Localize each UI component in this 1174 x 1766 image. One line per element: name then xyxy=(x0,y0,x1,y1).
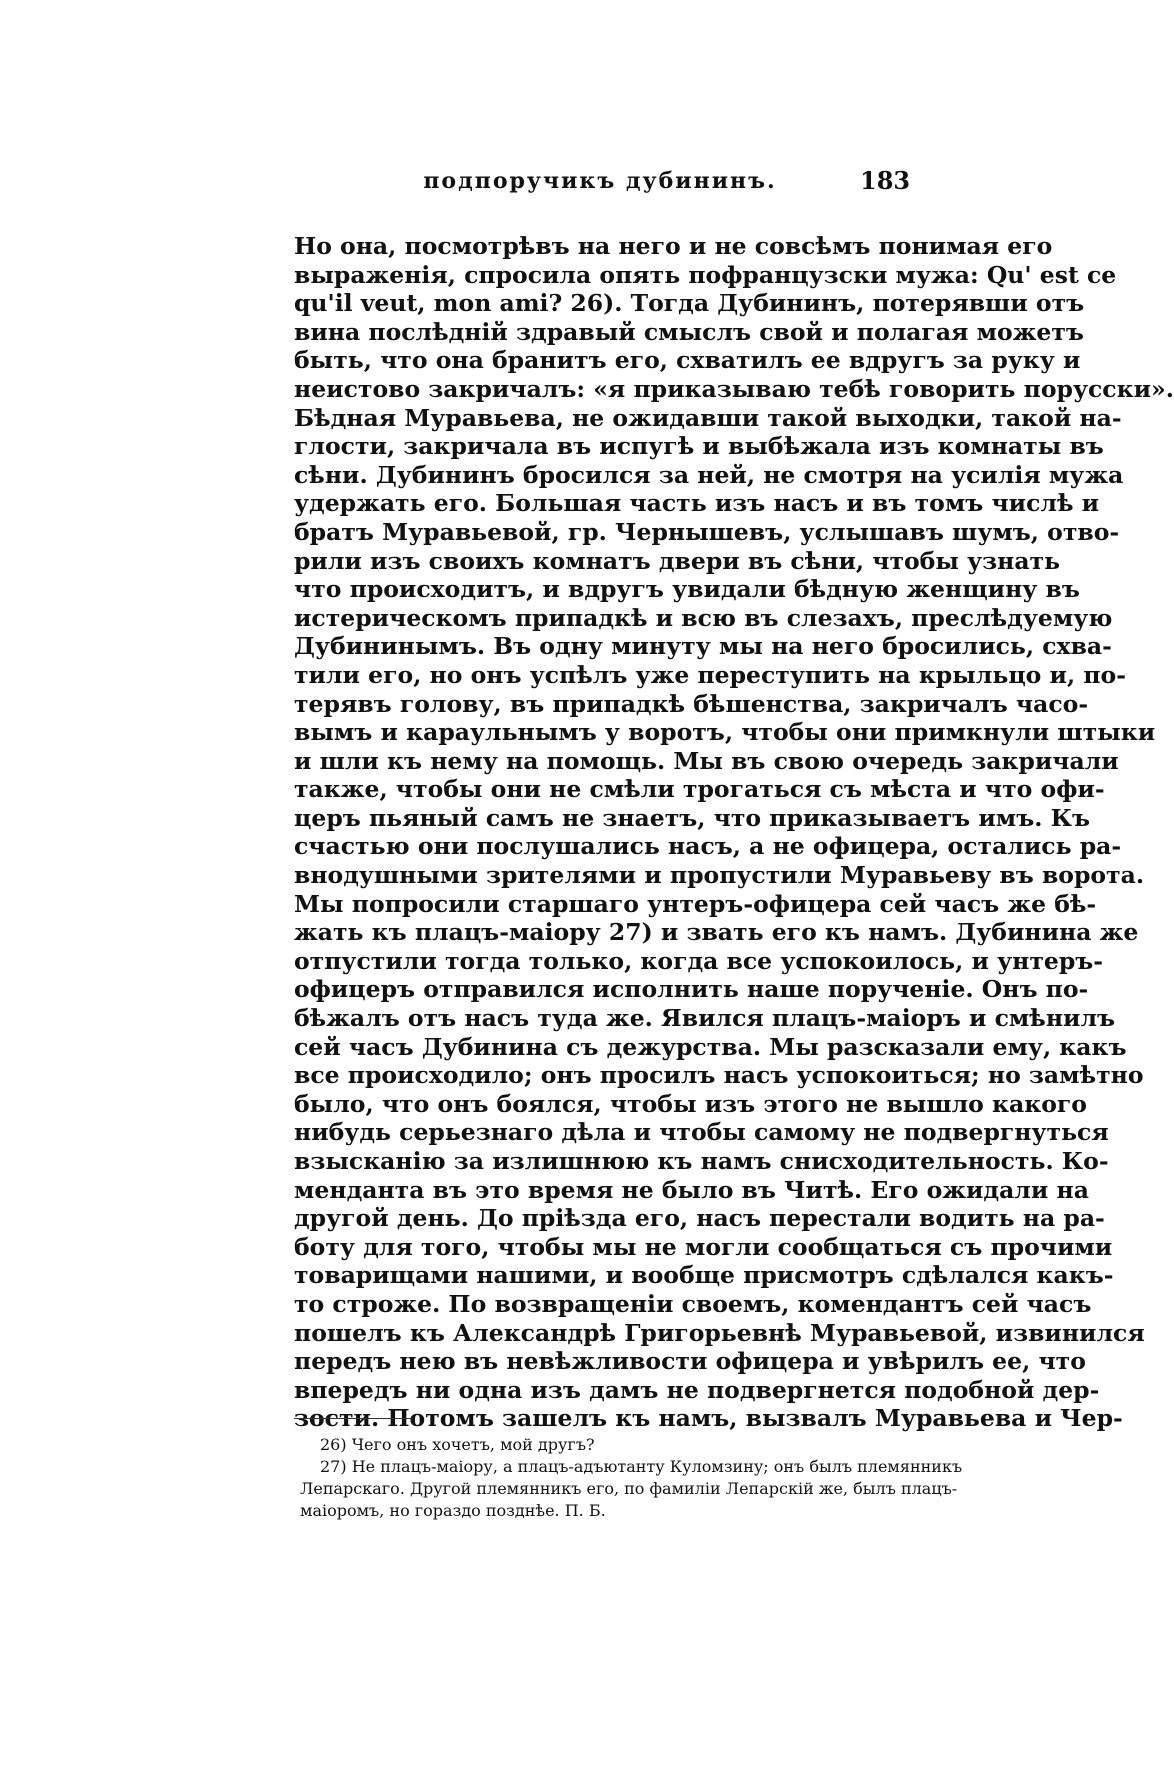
text-line: qu'il veut, mon ami? 26). Тогда Дубининъ, потерявши отъ xyxy=(294,289,1085,318)
text-line: взысканію за излишнюю къ намъ снисходительность. Ко- xyxy=(294,1147,1109,1175)
text-line: быть, что она бранитъ его, схватилъ ее вдругъ за руку и xyxy=(294,346,1081,375)
text-line: жать къ плацъ-маіору 27) и звать его къ намъ. Дубинина же xyxy=(294,918,1139,947)
text-line: выраженія, спросила опять пофранцузски мужа: Qu' est ce xyxy=(294,260,1117,289)
text-line: вымъ и караульнымъ у воротъ, чтобы они примкнули штыки xyxy=(294,718,1156,747)
text-line: внодушными зрителями и пропустили Муравьеву въ ворота. xyxy=(294,861,1145,890)
text-line: вина послѣдній здравый смыслъ свой и полагая можетъ xyxy=(294,317,1084,346)
footnote-line: маіоромъ, но гораздо позднѣе. П. Б. xyxy=(300,1501,606,1520)
text-line: менданта въ это время не было въ Читѣ. Его ожидали на xyxy=(294,1175,1089,1204)
text-line: Мы попросили старшаго унтеръ-офицера сей часъ же бѣ- xyxy=(294,889,1097,918)
body-text xyxy=(294,232,1174,1433)
text-line: удержать его. Большая часть изъ насъ и въ томъ числѣ и xyxy=(294,489,1100,518)
footnote-line: 27) Не плацъ-маіору, а плацъ-адъютанту Куломзину; онъ былъ племянникъ xyxy=(320,1457,963,1476)
text-line: было, что онъ боялся, чтобы изъ этого не вышло какого xyxy=(294,1089,1087,1118)
text-line: также, чтобы они не смѣли трогаться съ мѣста и что офи- xyxy=(294,775,1105,804)
text-line: пошелъ къ Александрѣ Григорьевнѣ Муравьевой, извинился xyxy=(294,1318,1145,1347)
text-line: товарищами нашими, и вообще присмотръ сдѣлался какъ- xyxy=(294,1261,1114,1290)
text-line: Бѣдная Муравьева, не ожидавши такой выходки, такой на- xyxy=(294,403,1122,432)
text-line: отпустили тогда только, когда все успокоилось, и унтеръ- xyxy=(294,946,1104,975)
text-line: сѣни. Дубининъ бросился за ней, не смотря на усилія мужа xyxy=(294,460,1124,489)
text-line: счастью они послушались насъ, а не офицера, остались ра- xyxy=(294,832,1122,861)
text-line: зости. Потомъ зашелъ къ намъ, вызвалъ Муравьева и Чер- xyxy=(294,1404,1123,1433)
text-line: передъ нею въ невѣжливости офицера и увѣрилъ ее, что xyxy=(294,1347,1086,1376)
footnotes xyxy=(300,1434,963,1522)
text-line: рили изъ своихъ комнатъ двери въ сѣни, чтобы узнать xyxy=(294,546,1061,575)
text-line: истерическомъ припадкѣ и всю въ слезахъ, преслѣдуемую xyxy=(294,603,1113,632)
text-line: церъ пьяный самъ не знаетъ, что приказываетъ имъ. Къ xyxy=(294,803,1090,832)
text-line: сей часъ Дубинина съ дежурства. Мы разсказали ему, какъ xyxy=(294,1032,1127,1061)
text-line: терявъ голову, въ припадкѣ бѣшенства, закричалъ часо- xyxy=(294,689,1089,718)
text-line: Но она, посмотрѣвъ на него и не совсѣмъ понимая его xyxy=(294,232,1053,260)
text-line: Дубининымъ. Въ одну минуту мы на него бросились, схва- xyxy=(294,632,1112,661)
running-title: подпоручикъ дубининъ. xyxy=(423,168,777,194)
footnote-line: 26) Чего онъ хочетъ, мой другъ? xyxy=(320,1435,595,1454)
text-line: и шли къ нему на помощь. Мы въ свою очередь закричали xyxy=(294,746,1119,775)
text-line: неистово закричалъ: «я приказываю тебѣ говорить порусски». xyxy=(294,374,1174,403)
text-line: офицеръ отправился исполнить наше порученіе. Онъ по- xyxy=(294,975,1089,1004)
text-line: глости, закричала въ испугѣ и выбѣжала изъ комнаты въ xyxy=(294,432,1104,461)
footnote-rule xyxy=(294,1418,414,1419)
text-line: что происходитъ, и вдругъ увидали бѣдную женщину въ xyxy=(294,575,1080,604)
text-line: тили его, но онъ успѣлъ уже переступить на крыльцо и, по- xyxy=(294,660,1126,689)
text-line: впередъ ни одна изъ дамъ не подвергнется подобной дер- xyxy=(294,1375,1100,1404)
text-line: то строже. По возвращеніи своемъ, комендантъ сей часъ xyxy=(294,1289,1092,1318)
page-number: 183 xyxy=(860,166,911,195)
text-line: другой день. До пріѣзда его, насъ перестали водить на ра- xyxy=(294,1204,1105,1233)
text-line: братъ Муравьевой, гр. Чернышевъ, услышавъ шумъ, отво- xyxy=(294,517,1120,546)
text-line: боту для того, чтобы мы не могли сообщаться съ прочими xyxy=(294,1232,1113,1261)
text-line: бѣжалъ отъ насъ туда же. Явился плацъ-маіоръ и смѣнилъ xyxy=(294,1004,1116,1033)
footnote-line: Лепарскаго. Другой племянникъ его, по фамиліи Лепарскій же, былъ плацъ- xyxy=(300,1479,958,1498)
text-line: все происходило; онъ просилъ насъ успокоиться; но замѣтно xyxy=(294,1061,1144,1090)
text-line: нибудь серьезнаго дѣла и чтобы самому не подвергнуться xyxy=(294,1118,1109,1147)
